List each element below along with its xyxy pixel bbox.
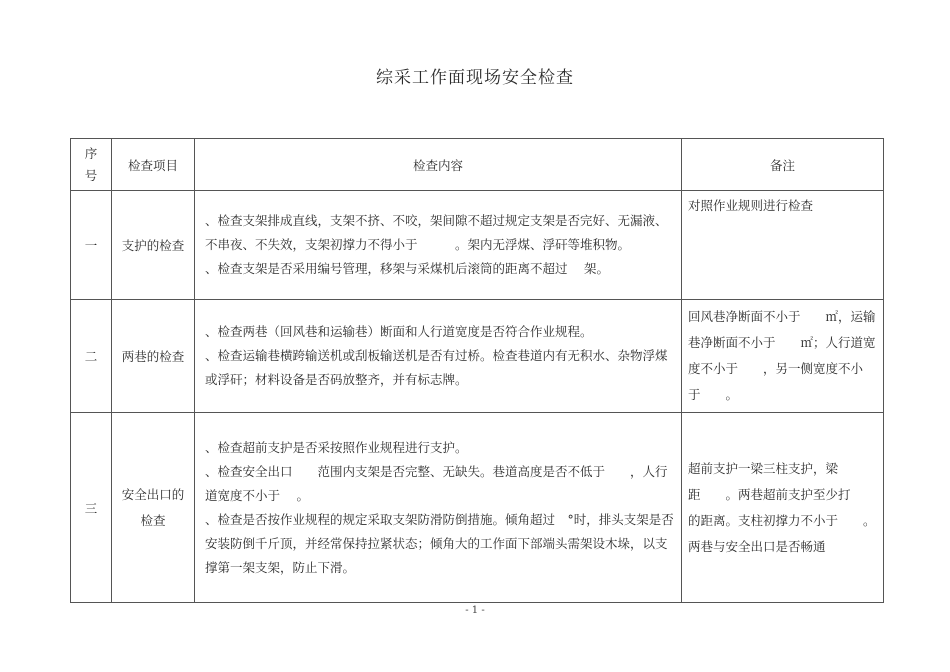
- content-paragraph: 、检查超前支护是否采按照作业规程进行支护。: [205, 439, 468, 455]
- content-paragraph: 、检查运输巷横跨输送机或刮板输送机是否有过桥。检查巷道内有无积水、杂物浮煤或浮矸；材料设备是否码放整齐，并有标志牌。: [205, 348, 668, 387]
- header-seq-line1: 序: [84, 145, 98, 161]
- row-item-line1: 安全出口的: [121, 486, 185, 502]
- row-seq: 二: [71, 300, 112, 413]
- page-title: 综采工作面现场安全检查: [376, 68, 574, 88]
- header-item: 检查项目: [112, 139, 195, 191]
- header-seq: [71, 139, 112, 191]
- header-content: 检查内容: [195, 139, 682, 191]
- table-row: [71, 191, 884, 300]
- row-content: [195, 300, 682, 413]
- table-row: [71, 413, 884, 603]
- row-item: 支护的检查: [112, 191, 195, 300]
- row-remark: [682, 413, 884, 603]
- row-remark: [682, 191, 884, 300]
- header-seq-line2: 号: [84, 167, 98, 183]
- row-item-line2: 检查: [140, 512, 166, 528]
- table-header-row: [71, 139, 884, 191]
- content-paragraph: 、检查支架排成直线，支架不挤、不咬，架间隙不超过规定支架是否完好、无漏液、不串夜、不失效，支架初撑力不得小于 。架内无浮煤、浮矸等堆积物。: [205, 213, 668, 252]
- row-content: [195, 413, 682, 603]
- row-remark: [682, 300, 884, 413]
- content-paragraph: 、检查安全出口 范围内支架是否完整、无缺失。巷道高度是否不低于 ，人行道宽度不小于 。: [205, 463, 668, 503]
- page-number: - 1 -: [465, 605, 485, 616]
- content-paragraph: 、检查是否按作业规程的规定采取支架防滑防倒措施。倾角超过 °时，排头支架是否安装防倒千斤顶，并经常保持拉紧状态；倾角大的工作面下部端头需架设木垛，以支撑第一架支架，防止下滑。: [205, 511, 674, 575]
- content-paragraph: 、检查支架是否采用编号管理，移架与采煤机后滚筒的距离不超过 架。: [205, 261, 609, 276]
- remark-text: 对照作业规则进行检查: [688, 198, 814, 213]
- header-remark: 备注: [682, 139, 884, 191]
- remark-text: 回风巷净断面不小于 ㎡，运输巷净断面不小于 ㎡；人行道宽度不小于 ，另一侧宽度不小于 。: [688, 309, 876, 402]
- row-content: [195, 191, 682, 300]
- table-row: [71, 300, 884, 413]
- remark-text: 超前支护一梁三柱支护，梁距 。两巷超前支护至少打 的距离。支柱初撑力不小于 。两巷与安全出口是否畅通: [688, 460, 876, 554]
- content-paragraph: 、检查两巷（回风巷和运输巷）断面和人行道宽度是否符合作业规程。: [205, 324, 593, 339]
- row-seq: 一: [71, 191, 112, 300]
- inspection-table: [70, 138, 884, 603]
- row-item: [112, 413, 195, 603]
- row-item: 两巷的检查: [112, 300, 195, 413]
- row-seq: 三: [71, 413, 112, 603]
